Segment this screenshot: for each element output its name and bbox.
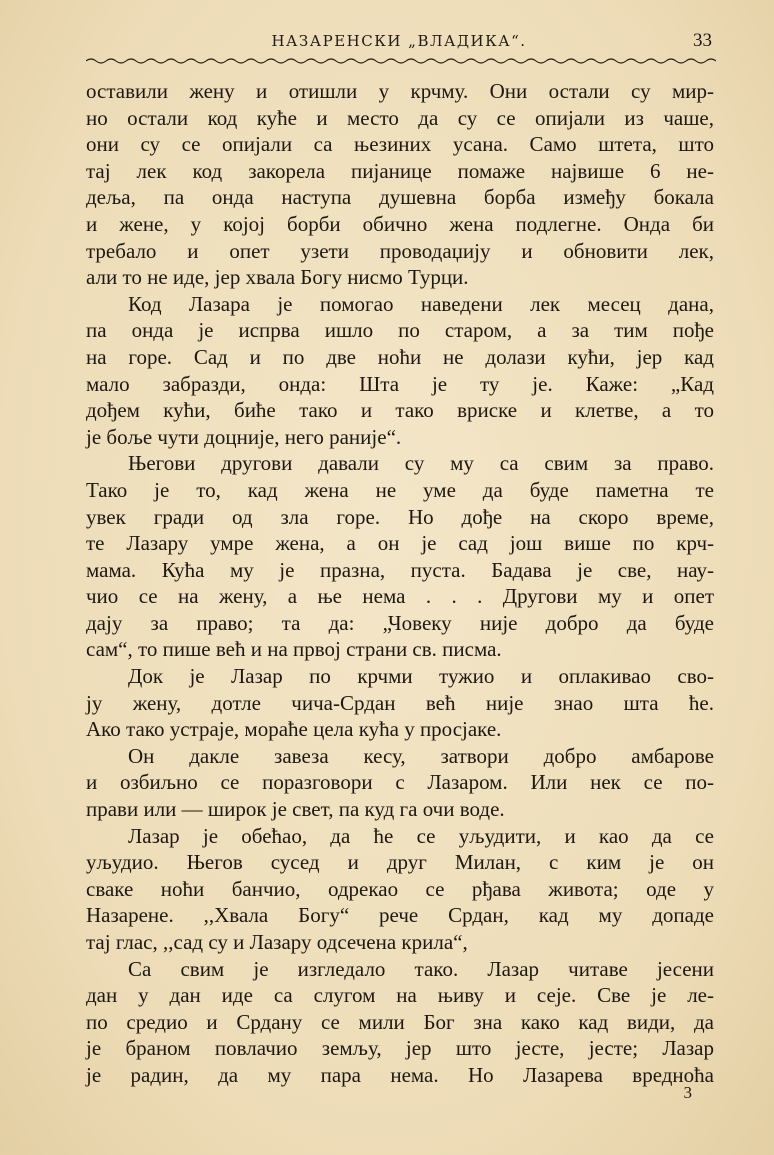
text-line: је браном повлачио земљу, јер што јесте, јесте; Лазар [86, 1036, 714, 1061]
text-line: Са свим је изгледало тако. Лазар читаве јесени [128, 956, 714, 981]
text-line: прави или — широк је свет, па куд га очи воде. [86, 797, 505, 822]
text-line: мало забразди, онда: Шта је ту је. Каже: „Кад [86, 371, 714, 396]
text-line: Његови другови давали су му са свим за право. [128, 451, 714, 476]
text-line: дођем кући, биће тако и тако вриске и клетве, а то [86, 398, 714, 423]
text-line: мама. Кућа му је празна, пуста. Бадава је све, нау- [86, 557, 714, 582]
text-line: на горе. Сад и по две ноћи не долази кући, јер кад [86, 344, 714, 369]
text-line: ју жену, дотле чича-Срдан већ није знао шта ће. [86, 690, 714, 715]
page-number: 33 [693, 30, 712, 51]
text-line: увек гради од зла горе. Но дође на скоро време, [86, 504, 714, 529]
text-line: Он дакле завеза кесу, затвори добро амбарове [128, 743, 714, 768]
text-line: и озбиљно се поразговори с Лазаром. Или нек се по- [86, 770, 714, 795]
text-line: уљудио. Његов сусед и друг Милан, с ким је он [86, 850, 714, 875]
text-line: требало и опет узети проводаџију и обновити лек, [86, 238, 714, 263]
text-line: сваке ноћи банчио, одрекао се рђава живота; оде у [86, 876, 714, 901]
text-line: је боље чути доцније, него раније“. [86, 424, 402, 449]
text-line: дају за право; та да: „Човеку није добро да буде [86, 610, 714, 635]
text-line: Назарене. ,,Хвала Богу“ рече Срдан, кад му допаде [86, 903, 714, 928]
text-line: Тако је то, кад жена не уме да буде паметна те [86, 477, 714, 502]
text-line: те Лазару умре жена, а он је сад још више по крч- [86, 531, 714, 556]
text-line: дан у дан иде са слугом на њиву и сеје. Све је ле- [86, 983, 714, 1008]
header-rule-ornament [86, 56, 716, 66]
running-title: НАЗАРЕНСКИ „ВЛАДИКА“. [271, 32, 527, 50]
text-line: је радин, да му пара нема. Но Лазарева вредноћа [86, 1062, 714, 1087]
text-line: но остали код куће и место да су се опијали из чаше, [86, 105, 714, 130]
text-line: и жене, у којој борби обично жена подлегне. Онда би [86, 211, 714, 236]
text-line: тај глас, ,,сад су и Лазару одсечена крила“, [86, 930, 468, 954]
text-line: они су се опијали са њезиних усана. Само штета, што [86, 132, 714, 157]
body-text [86, 78, 714, 1089]
text-line: па онда је испрва ишло по старом, а за тим пође [86, 318, 714, 343]
text-line: тај лек код закорела пијанице помаже највише 6 не- [86, 158, 714, 183]
text-line: деља, па онда наступа душевна борба између бокала [86, 185, 714, 210]
text-line: Ако тако устраје, мораће цела кућа у просјаке. [86, 717, 502, 742]
text-line: Код Лазара је помогао наведени лек месец дана, [128, 291, 714, 316]
text-line: али то не иде, јер хвала Богу нисмо Турци. [86, 265, 469, 290]
signature-mark: 3 [683, 1083, 692, 1102]
text-line: Док је Лазар по крчми тужио и оплакивао сво- [128, 664, 714, 689]
running-head [86, 30, 712, 54]
text-line: сам“, то пише већ и на првој страни св. писма. [86, 637, 502, 662]
text-line: по средио и Срдану се мили Бог зна како кад види, да [86, 1009, 714, 1034]
text-line: Лазар је обећао, да ће се уљудити, и као да се [128, 823, 714, 848]
text-line: чио се на жену, а ње нема . . . Другови му и опет [86, 584, 714, 609]
text-line: оставили жену и отишли у крчму. Они остали су мир- [86, 79, 714, 103]
